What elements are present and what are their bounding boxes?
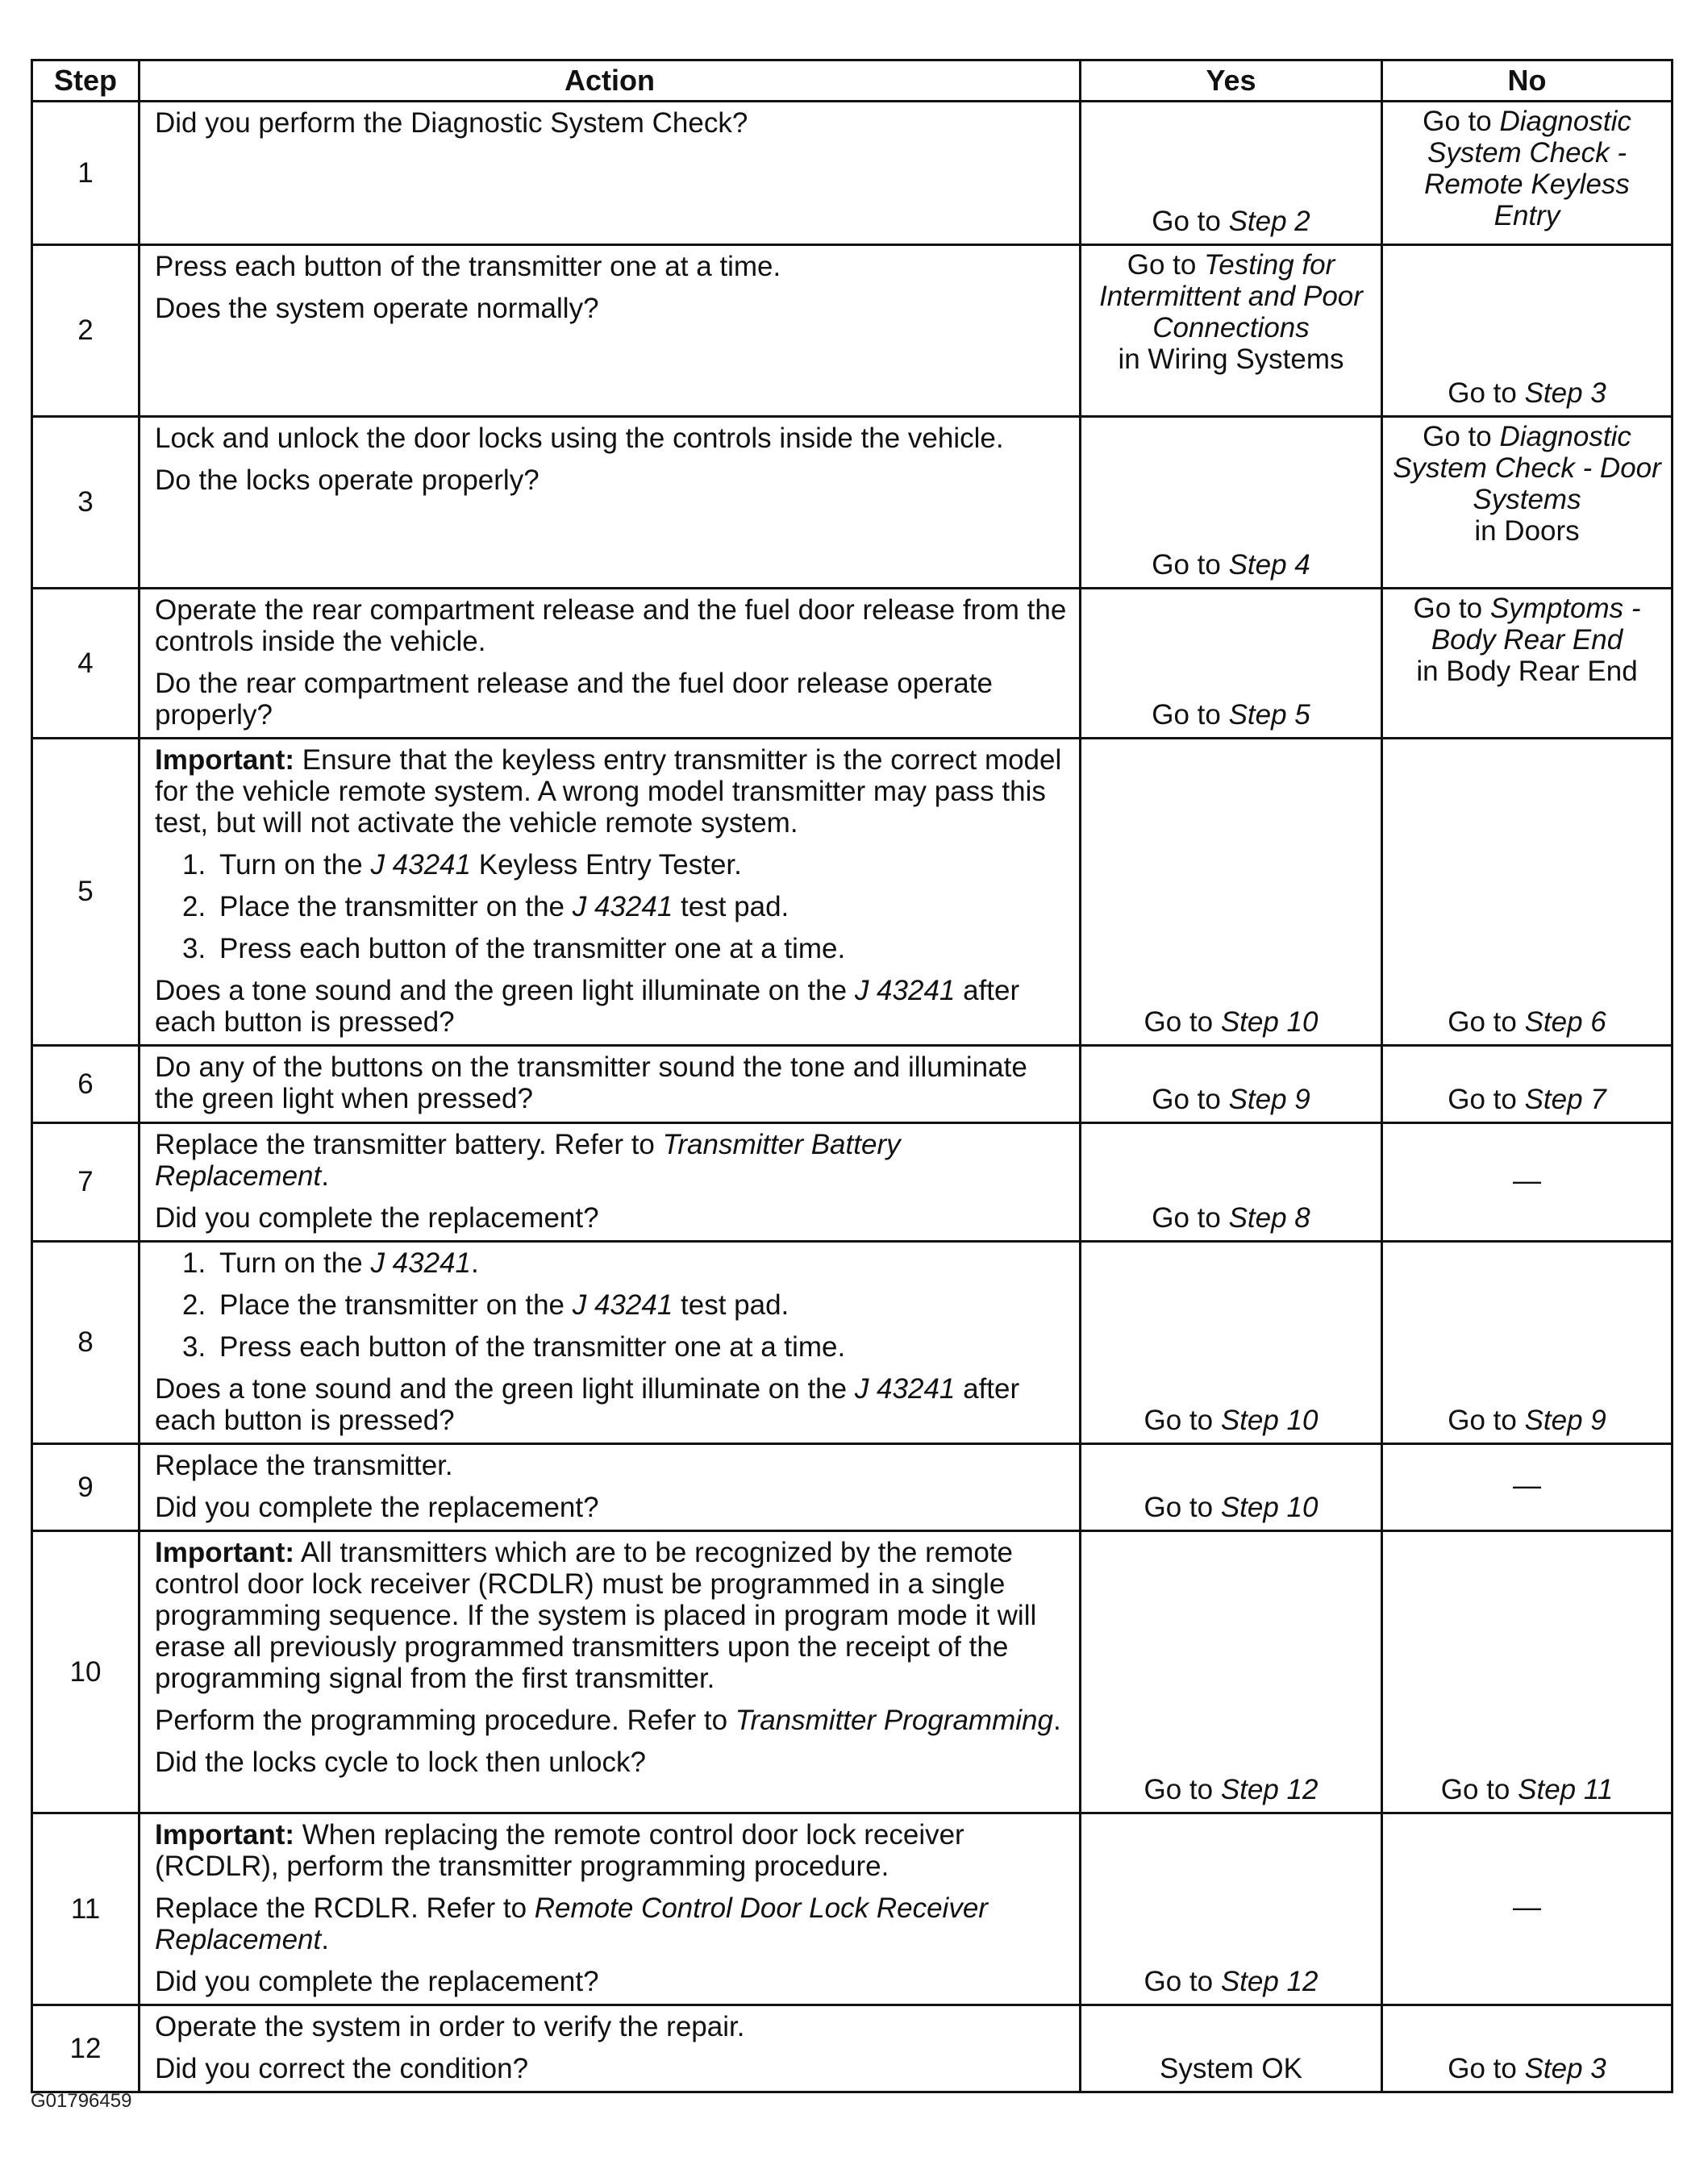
procedure-item [182,891,1068,922]
instruction-end: . [1052,1705,1061,1736]
no-cell [1382,102,1673,245]
yes-step-link[interactable]: Step 10 [1220,1006,1318,1038]
yes-step-link[interactable]: Testing for Intermittent and Poor Connections [1099,249,1363,343]
action-text: Did you correct the condition? [155,2053,529,2084]
instruction-text: Perform the programming procedure. Refer to [155,1705,735,1736]
no-cell [1382,2005,1673,2092]
procedure-text: Place the transmitter on the [219,891,573,922]
table-row [32,589,1673,739]
action-text: Did the locks cycle to lock then unlock? [155,1747,646,1778]
question-start: Does a tone sound and the green light illuminate on the [155,1373,855,1405]
tool-ref: J 43241 [370,1247,471,1279]
yes-step-link[interactable]: Step 2 [1228,206,1310,237]
procedure-text: Press each button of the transmitter one at a time. [219,1331,846,1363]
procedure-number: 3. [182,1331,206,1363]
action-cell [140,1123,1081,1242]
yes-goto: Go to [1127,249,1205,281]
action-text: Does the system operate normally? [155,293,599,324]
step-number: 6 [32,1046,140,1123]
no-step-link[interactable]: Step 9 [1524,1405,1606,1436]
instruction-end: . [321,1924,329,1955]
tool-ref: J 43241 [572,1289,673,1321]
question-text [155,975,1068,1038]
tool-ref: J 43241 [854,975,956,1006]
table-row [32,2005,1673,2092]
procedure-list [155,849,1068,964]
no-step-link[interactable]: Diagnostic System Check - Remote Keyless Entry [1424,106,1631,231]
yes-location: in Wiring Systems [1118,343,1344,375]
no-cell [1382,417,1673,589]
yes-step-link[interactable]: Step 10 [1220,1405,1318,1436]
no-step-link[interactable]: Step 3 [1524,377,1606,409]
important-note [155,1537,1068,1694]
yes-goto: Go to [1144,1966,1221,1997]
action-text: Did you complete the replacement? [155,1492,599,1523]
yes-goto: Go to [1144,1006,1221,1038]
yes-step-link[interactable]: Step 12 [1220,1774,1318,1805]
no-goto: Go to [1423,421,1500,452]
tool-ref: J 43241 [572,891,673,922]
table-body [32,102,1673,2092]
step-number: 5 [32,739,140,1046]
action-cell [140,1813,1081,2005]
important-note [155,744,1068,839]
action-cell [140,2005,1081,2092]
header-no: No [1382,60,1673,102]
no-not-applicable: — [1513,1164,1541,1197]
table-row [32,1242,1673,1444]
no-step-link[interactable]: Step 3 [1524,2053,1606,2084]
procedure-text: Press each button of the transmitter one at a time. [219,933,846,964]
question-end: after each button is pressed? [155,1373,1020,1436]
action-text: Press each button of the transmitter one at a time. [155,251,781,282]
no-goto: Go to [1448,377,1525,409]
table-row [32,1046,1673,1123]
yes-goto: Go to [1144,1492,1221,1523]
action-text: Do the locks operate properly? [155,464,539,496]
important-note [155,1819,1068,1882]
question-text [155,1373,1068,1436]
action-text: Operate the rear compartment release and the fuel door release from the controls inside the vehicle. [155,594,1067,657]
procedure-number: 1. [182,1247,206,1279]
action-cell [140,245,1081,417]
procedure-text: Place the transmitter on the [219,1289,573,1321]
step-number: 8 [32,1242,140,1444]
action-cell [140,102,1081,245]
yes-cell [1081,589,1382,739]
procedure-item [182,1247,1068,1279]
important-label: Important: [155,1537,295,1568]
step-number: 11 [32,1813,140,2005]
question-end: after each button is pressed? [155,975,1020,1038]
tool-ref: J 43241 [370,849,471,881]
yes-goto: Go to [1144,1774,1221,1805]
no-goto: Go to [1440,1774,1518,1805]
procedure-number: 2. [182,1289,206,1321]
reference-instruction [155,1129,1068,1192]
action-text: Operate the system in order to verify the repair. [155,2011,745,2042]
yes-cell [1081,1242,1382,1444]
procedure-list [155,1247,1068,1363]
important-text: All transmitters which are to be recognized by the remote control door lock receiver (RCDLR) must be programmed in a single programming sequence. If the system is placed in program mode it will erase all previously programmed transmitters upon the receipt of the programming signal from the first transmitter. [155,1537,1037,1694]
procedure-ref-link[interactable]: Transmitter Battery Replacement [155,1129,901,1192]
no-step-link[interactable]: Symptoms - Body Rear End [1431,593,1641,656]
procedure-text-end: test pad. [673,1289,789,1321]
no-goto: Go to [1448,2053,1525,2084]
yes-goto: Go to [1152,699,1229,731]
figure-code: G01796459 [31,2090,132,2112]
yes-step-link[interactable]: Step 8 [1228,1202,1310,1234]
no-goto: Go to [1448,1006,1525,1038]
yes-cell [1081,1813,1382,2005]
yes-cell [1081,1123,1382,1242]
no-cell [1382,1242,1673,1444]
no-cell [1382,1046,1673,1123]
action-cell [140,589,1081,739]
no-step-link[interactable]: Step 7 [1524,1084,1606,1115]
yes-cell [1081,417,1382,589]
procedure-ref-link[interactable]: Remote Control Door Lock Receiver Replacement [155,1892,988,1955]
no-not-applicable: — [1513,1470,1541,1501]
procedure-text-end: test pad. [673,891,789,922]
yes-cell [1081,739,1382,1046]
table-row [32,1813,1673,2005]
action-text: Did you complete the replacement? [155,1966,599,1997]
action-cell [140,739,1081,1046]
yes-cell [1081,1531,1382,1813]
table-row [32,739,1673,1046]
yes-step-link[interactable]: Step 9 [1228,1084,1310,1115]
action-text: Lock and unlock the door locks using the controls inside the vehicle. [155,423,1004,454]
step-number: 2 [32,245,140,417]
action-text: Do the rear compartment release and the fuel door release operate properly? [155,668,993,731]
action-text: Do any of the buttons on the transmitter sound the tone and illuminate the green light when pressed? [155,1051,1027,1114]
yes-cell [1081,2005,1382,2092]
procedure-text-end: Keyless Entry Tester. [471,849,742,881]
procedure-item [182,849,1068,881]
action-text: Did you perform the Diagnostic System Check? [155,107,748,139]
procedure-ref-link[interactable]: Transmitter Programming [735,1705,1053,1736]
table-row [32,1444,1673,1531]
important-text: Ensure that the keyless entry transmitter is the correct model for the vehicle remote system. A wrong model transmitter may pass this test, but will not activate the vehicle remote system. [155,744,1062,839]
instruction-text: Replace the RCDLR. Refer to [155,1892,535,1924]
procedure-item [182,1289,1068,1321]
important-label: Important: [155,1819,295,1851]
header-yes: Yes [1081,60,1382,102]
yes-result: System OK [1160,2053,1302,2084]
action-cell [140,1046,1081,1123]
yes-cell [1081,1046,1382,1123]
procedure-item [182,1331,1068,1363]
procedure-text: Turn on the [219,849,371,881]
no-cell [1382,589,1673,739]
yes-goto: Go to [1144,1405,1221,1436]
procedure-text-end: . [471,1247,479,1279]
step-number: 1 [32,102,140,245]
header-action: Action [140,60,1081,102]
no-step-link[interactable]: Step 6 [1524,1006,1606,1038]
table-row [32,1123,1673,1242]
no-step-link[interactable]: Diagnostic System Check - Door Systems [1393,421,1661,515]
procedure-number: 1. [182,849,206,881]
no-step-link[interactable]: Step 11 [1518,1774,1614,1805]
step-number: 4 [32,589,140,739]
no-cell [1382,1123,1673,1242]
no-goto: Go to [1448,1405,1525,1436]
action-cell [140,1242,1081,1444]
instruction-text: Replace the transmitter battery. Refer to [155,1129,663,1160]
no-goto: Go to [1423,106,1500,137]
no-goto: Go to [1448,1084,1525,1115]
no-cell [1382,1531,1673,1813]
yes-cell [1081,1444,1382,1531]
tool-ref: J 43241 [854,1373,956,1405]
procedure-item [182,933,1068,964]
action-cell [140,417,1081,589]
step-number: 3 [32,417,140,589]
step-number: 7 [32,1123,140,1242]
step-number: 12 [32,2005,140,2092]
header-step: Step [32,60,140,102]
table-row [32,102,1673,245]
instruction-end: . [321,1160,329,1192]
action-text: Replace the transmitter. [155,1450,453,1481]
no-not-applicable: — [1513,1892,1541,1923]
yes-goto: Go to [1152,549,1229,581]
question-start: Does a tone sound and the green light illuminate on the [155,975,855,1006]
yes-goto: Go to [1152,1202,1229,1234]
action-cell [140,1531,1081,1813]
yes-goto: Go to [1152,206,1229,237]
no-goto: Go to [1413,593,1490,624]
reference-instruction [155,1892,1068,1955]
procedure-number: 2. [182,891,206,922]
procedure-number: 3. [182,933,206,964]
table-row [32,417,1673,589]
no-cell [1382,245,1673,417]
action-cell [140,1444,1081,1531]
diagnostic-table [31,59,1673,2093]
important-label: Important: [155,744,295,776]
yes-goto: Go to [1152,1084,1229,1115]
yes-step-link[interactable]: Step 5 [1228,699,1310,731]
yes-step-link[interactable]: Step 4 [1228,549,1310,581]
reference-instruction [155,1705,1068,1736]
no-location: in Doors [1474,515,1580,547]
no-location: in Body Rear End [1416,656,1638,687]
yes-cell [1081,102,1382,245]
no-cell [1382,739,1673,1046]
yes-cell [1081,245,1382,417]
action-text: Did you complete the replacement? [155,1202,599,1234]
important-text: When replacing the remote control door lock receiver (RCDLR), perform the transmitter programming procedure. [155,1819,964,1882]
table-header-row [32,60,1673,102]
no-cell [1382,1444,1673,1531]
yes-step-link[interactable]: Step 12 [1220,1966,1318,1997]
procedure-text: Turn on the [219,1247,371,1279]
yes-step-link[interactable]: Step 10 [1220,1492,1318,1523]
step-number: 9 [32,1444,140,1531]
no-cell [1382,1813,1673,2005]
step-number: 10 [32,1531,140,1813]
table-row [32,1531,1673,1813]
table-row [32,245,1673,417]
